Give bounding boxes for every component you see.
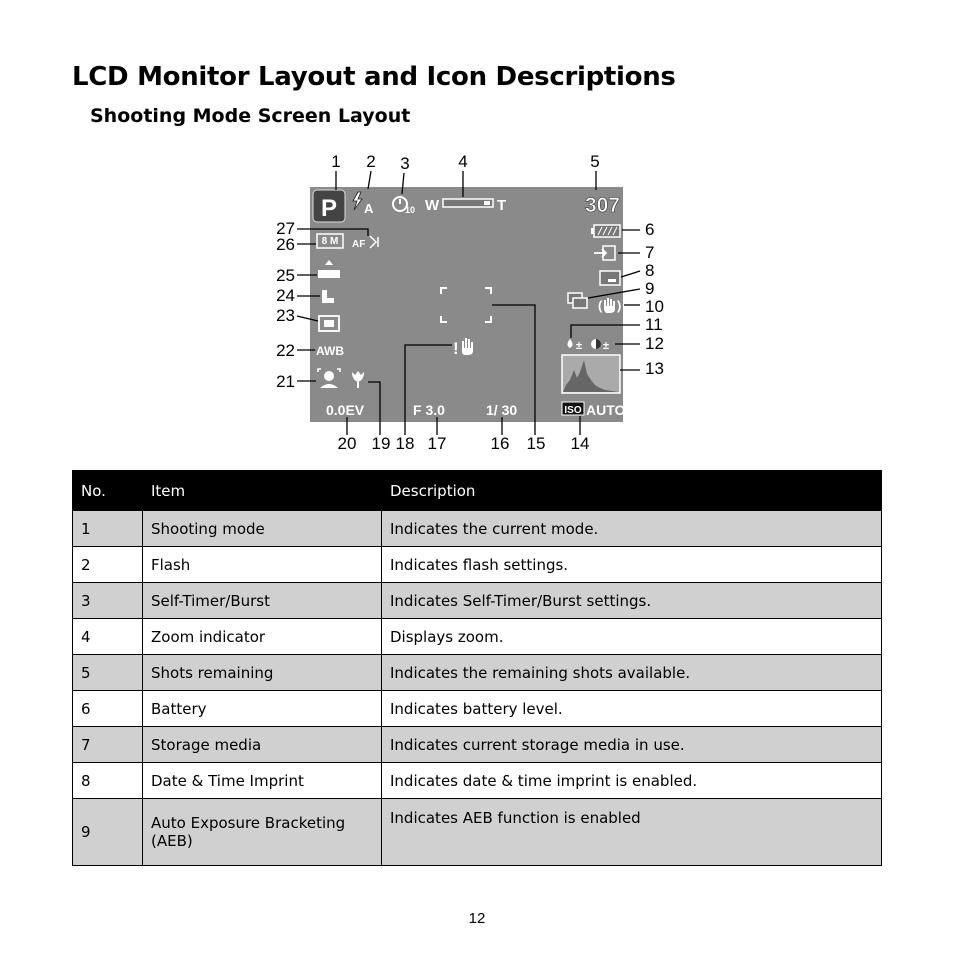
histogram xyxy=(562,355,620,393)
svg-text:10: 10 xyxy=(405,205,416,215)
row-no: 3 xyxy=(73,583,143,619)
row-item: Shooting mode xyxy=(143,511,382,547)
header-description: Description xyxy=(382,471,882,511)
row-no: 5 xyxy=(73,655,143,691)
row-item: Zoom indicator xyxy=(143,619,382,655)
callout-18: 18 xyxy=(395,434,415,453)
date-imprint-icon xyxy=(600,271,620,285)
row-no: 2 xyxy=(73,547,143,583)
callout-21: 21 xyxy=(276,372,295,391)
table-row xyxy=(73,763,882,799)
section-subtitle: Shooting Mode Screen Layout xyxy=(90,105,411,127)
callout-26: 26 xyxy=(276,235,295,254)
row-desc: Indicates current storage media in use. xyxy=(382,727,882,763)
callout-27: 27 xyxy=(276,219,295,238)
row-item: Date & Time Imprint xyxy=(143,763,382,799)
svg-text:AF: AF xyxy=(352,239,366,250)
callout-1: 1 xyxy=(331,152,341,171)
row-no: 8 xyxy=(73,763,143,799)
callout-11: 11 xyxy=(645,315,663,334)
callout-6: 6 xyxy=(645,220,655,239)
page-number: 12 xyxy=(468,910,486,927)
mode-label: P xyxy=(320,195,338,222)
callout-10: 10 xyxy=(645,297,664,316)
callout-8: 8 xyxy=(645,261,655,280)
svg-text:A: A xyxy=(364,201,374,216)
row-no: 6 xyxy=(73,691,143,727)
callout-12: 12 xyxy=(645,334,664,353)
callout-14: 14 xyxy=(570,434,590,453)
row-desc: Indicates battery level. xyxy=(382,691,882,727)
iso-indicator xyxy=(562,402,626,418)
callout-22: 22 xyxy=(276,341,295,360)
table-row xyxy=(73,727,882,763)
svg-text:): ) xyxy=(617,298,622,313)
row-desc: Indicates date & time imprint is enabled. xyxy=(382,763,882,799)
row-item: Auto Exposure Bracketing (AEB) xyxy=(143,799,382,866)
svg-text:W: W xyxy=(425,197,440,214)
table-row xyxy=(73,619,882,655)
row-item: Self-Timer/Burst xyxy=(143,583,382,619)
header-no: No. xyxy=(73,471,143,511)
row-no: 7 xyxy=(73,727,143,763)
table-row xyxy=(73,547,882,583)
svg-text:T: T xyxy=(497,197,507,214)
row-desc: Indicates the current mode. xyxy=(382,511,882,547)
shooting-mode-icon xyxy=(313,190,345,222)
callout-9: 9 xyxy=(645,279,655,298)
svg-text:!: ! xyxy=(453,339,459,358)
table-row xyxy=(73,655,882,691)
svg-text:(: ( xyxy=(598,298,603,313)
header-item: Item xyxy=(143,471,382,511)
callout-13: 13 xyxy=(645,359,664,378)
svg-text:±: ± xyxy=(576,340,583,352)
callout-19: 19 xyxy=(371,434,391,453)
row-no: 4 xyxy=(73,619,143,655)
row-item: Flash xyxy=(143,547,382,583)
shutter-speed-value: 1/ 30 xyxy=(486,402,518,418)
callout-25: 25 xyxy=(276,266,295,285)
row-desc: Indicates AEB function is enabled xyxy=(382,799,882,866)
page-title: LCD Monitor Layout and Icon Descriptions xyxy=(72,62,676,92)
callout-17: 17 xyxy=(427,434,447,453)
aperture-value: F 3.0 xyxy=(413,402,445,418)
table-header-row xyxy=(73,471,882,511)
shots-remaining-value: 307 xyxy=(584,194,620,217)
row-item: Shots remaining xyxy=(143,655,382,691)
callout-24: 24 xyxy=(276,286,295,305)
row-desc: Indicates the remaining shots available. xyxy=(382,655,882,691)
row-desc: Indicates flash settings. xyxy=(382,547,882,583)
callout-4: 4 xyxy=(458,152,468,171)
row-item: Storage media xyxy=(143,727,382,763)
row-desc: Displays zoom. xyxy=(382,619,882,655)
callout-16: 16 xyxy=(490,434,510,453)
svg-text:8 M: 8 M xyxy=(321,236,339,247)
callout-5: 5 xyxy=(590,152,600,171)
callout-2: 2 xyxy=(366,152,376,171)
row-no: 1 xyxy=(73,511,143,547)
callout-3: 3 xyxy=(400,154,410,173)
svg-text:±: ± xyxy=(603,340,610,352)
callout-20: 20 xyxy=(337,434,357,453)
white-balance-value: AWB xyxy=(316,344,344,358)
battery-icon xyxy=(591,225,620,237)
row-desc: Indicates Self-Timer/Burst settings. xyxy=(382,583,882,619)
callout-15: 15 xyxy=(526,434,546,453)
table-row xyxy=(73,691,882,727)
callout-7: 7 xyxy=(645,243,655,262)
row-item: Battery xyxy=(143,691,382,727)
icon-description-table xyxy=(72,470,882,866)
svg-text:AUTO: AUTO xyxy=(586,402,626,418)
exposure-value: 0.0EV xyxy=(326,402,365,418)
callout-23: 23 xyxy=(276,306,295,325)
lcd-layout-diagram xyxy=(0,0,954,470)
row-no: 9 xyxy=(73,799,143,866)
svg-text:ISO: ISO xyxy=(564,405,582,416)
table-row xyxy=(73,583,882,619)
table-row xyxy=(73,799,882,866)
table-row xyxy=(73,511,882,547)
